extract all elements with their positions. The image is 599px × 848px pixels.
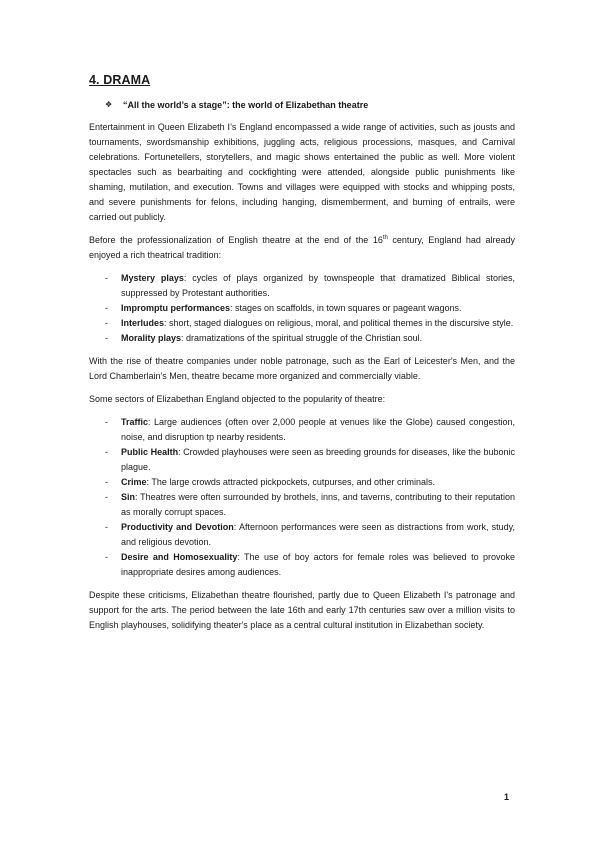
diamond-bullet-icon: ❖ [105,100,113,109]
superscript-ordinal: th [382,235,388,241]
list-item-text: : stages on scaffolds, in town squares or pageant wagons. [230,303,462,313]
list-item [89,331,515,346]
paragraph-conclusion: Despite these criticisms, Elizabethan theatre flourished, partly due to Queen Elizabeth I's patronage and support for the arts. The period between the late 16th and early 17th centuries saw over a million visits to English playhouses, solidifying theater's place as a central cultural institution in Elizabethan society. [89,590,515,630]
paragraph-objections-intro: Some sectors of Elizabethan England objected to the popularity of theatre: [89,394,386,404]
list-item-term: Mystery plays [121,273,184,283]
list-item-term: Morality plays [121,333,182,343]
list-item-term: Desire and Homosexuality [121,552,238,562]
list-item-term: Crime [121,477,147,487]
dash-bullet: - [105,273,108,283]
list-item-text: : The use of boy actors for female roles was believed to provoke inappropriate desires among audiences. [121,552,515,577]
list-item-term: Traffic [121,417,149,427]
paragraph-companies: With the rise of theatre companies under noble patronage, such as the Earl of Leicester's Men, and the Lord Chamberlain's Men, theatre became more organized and commercially viable. [89,356,515,381]
objections-list [89,415,515,580]
list-item [89,271,515,301]
paragraph-professionalization [89,233,515,263]
list-item-text: : Large audiences (often over 2,000 people at venues like the Globe) caused congestion, noise, and disruption tp nearby residents. [121,417,515,442]
paragraph-entertainment: Entertainment in Queen Elizabeth I’s England encompassed a wide range of activities, such as jousts and tournaments, swordsmanship exhibitions, juggling acts, religious processions, masques, and Carnival celebrations. Fortunetellers, storytellers, and magic shows entertained the public as well. More violent spectacles such as bearbaiting and cockfighting were attended, alongside public punishments like shaming, mutilation, and execution. Towns and villages were equipped with stocks and whipping posts, and severe punishments for felons, including hanging, dismemberment, and burning of entrails, were carried out publicly. [89,122,515,222]
list-item-text: : dramatizations of the spiritual struggle of the Christian soul. [181,333,423,343]
list-item-text: : short, staged dialogues on religious, moral, and political themes in the discursive style. [164,318,514,328]
list-item [89,475,515,490]
list-item [89,445,515,475]
paragraph-text: century, England had already enjoyed a rich theatrical tradition: [89,235,515,260]
dash-bullet: - [105,492,108,502]
list-item-text: : Afternoon performances were seen as distractions from work, study, and religious devotion. [121,522,515,547]
dash-bullet: - [105,417,108,427]
list-item-term: Public Health [121,447,179,457]
list-item-text: : Crowded playhouses were seen as breeding grounds for diseases, like the bubonic plague. [121,447,515,472]
dash-bullet: - [105,447,108,457]
page-number: 1 [504,792,510,802]
list-item-text: : Theatres were often surrounded by brothels, inns, and taverns, contributing to their reputation as morally corrupt spaces. [121,492,515,517]
list-item-term: Productivity and Devotion [121,522,234,532]
dash-bullet: - [105,522,108,532]
list-item-term: Sin [121,492,136,502]
list-item [89,550,515,580]
list-item-term: Interludes [121,318,165,328]
list-item [89,520,515,550]
list-item [89,301,515,316]
list-item-text: : The large crowds attracted pickpockets, cutpurses, and other criminals. [146,477,435,487]
dash-bullet: - [105,477,108,487]
dash-bullet: - [105,333,108,343]
section-subheading [105,98,515,112]
list-item [89,316,515,331]
list-item-text: : cycles of plays organized by townspeople that dramatized Biblical stories, suppressed by Protestant authorities. [121,273,515,298]
list-item [89,415,515,445]
page-content [89,72,515,641]
subheading-text: “All the world’s a stage”: the world of Elizabethan theatre [123,100,369,110]
traditions-list [89,271,515,346]
list-item-term: Impromptu performances [121,303,231,313]
section-heading: 4. DRAMA [89,73,151,87]
paragraph-text: Before the professionalization of English theatre at the end of the 16 [89,235,383,245]
dash-bullet: - [105,303,108,313]
dash-bullet: - [105,318,108,328]
list-item [89,490,515,520]
dash-bullet: - [105,552,108,562]
